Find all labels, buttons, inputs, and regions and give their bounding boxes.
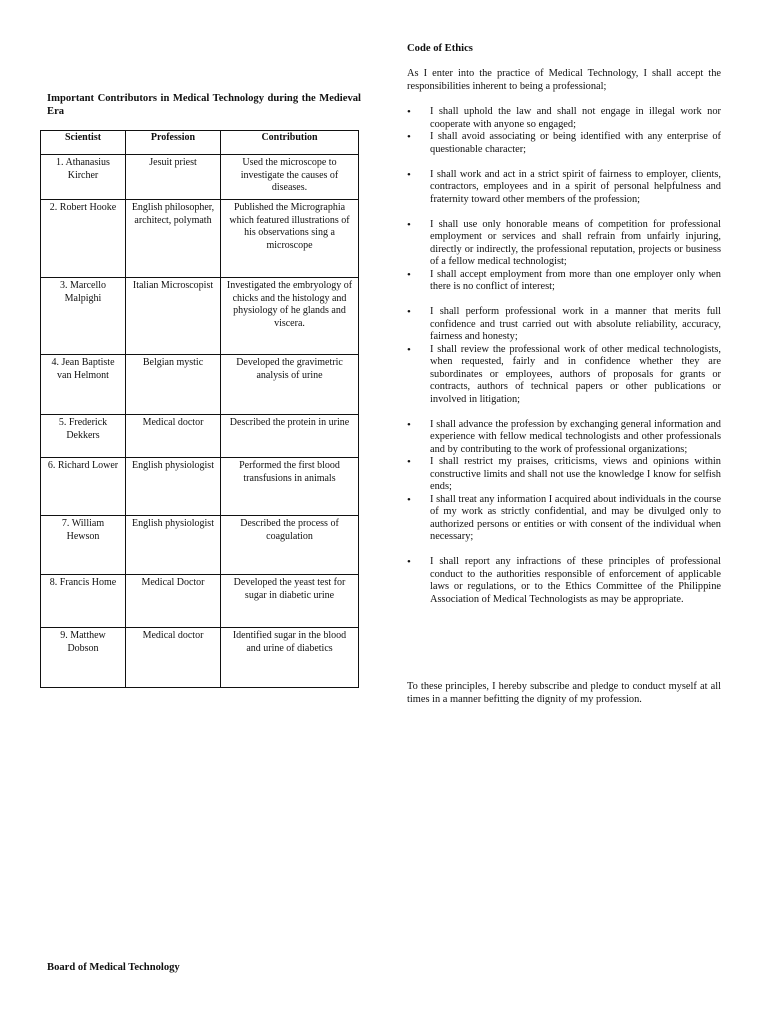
cell-contribution: Described the protein in urine: [221, 415, 359, 458]
cell-scientist: 5. Frederick Dekkers: [41, 415, 126, 458]
cell-contribution: Used the microscope to investigate the causes of diseases.: [221, 155, 359, 200]
cell-scientist: 3. Marcello Malpighi: [41, 278, 126, 355]
cell-contribution: Published the Micrographia which featured illustrations of his observations sing a microscope: [221, 200, 359, 278]
list-item: • I shall review the professional work of other medical technologists, when requested, fairly and in confidence whether they are subordinates or employees, authors of proposals for grants or contracts, authors of technical papers or other publications or involved in litigation;: [407, 344, 721, 407]
cell-scientist: 6. Richard Lower: [41, 458, 126, 516]
cell-profession: Medical Doctor: [126, 575, 221, 628]
table-header-row: [41, 131, 359, 155]
table-row: [41, 575, 359, 628]
cell-profession: English philosopher, architect, polymath: [126, 200, 221, 278]
list-item: • I shall accept employment from more than one employer only when there is no conflict of interest;: [407, 269, 721, 294]
list-item: • I shall advance the profession by exchanging general information and experience with fellow medical technologists and other professionals and by contributing to the work of professional organizations;: [407, 419, 721, 457]
cell-profession: Italian Microscopist: [126, 278, 221, 355]
cell-contribution: Developed the yeast test for sugar in diabetic urine: [221, 575, 359, 628]
contributors-table: [40, 130, 359, 688]
cell-profession: Medical doctor: [126, 415, 221, 458]
cell-profession: Jesuit priest: [126, 155, 221, 200]
table-row: [41, 458, 359, 516]
list-item: • I shall restrict my praises, criticisms, views and opinions within constructive limits and shall not use the knowledge I know for selfish ends;: [407, 456, 721, 494]
table-row: [41, 355, 359, 415]
list-item: • I shall treat any information I acquired about individuals in the course of my work as strictly confidential, and may be divulged only to authorized persons or entities or with consent of the individual when necessary;: [407, 494, 721, 544]
cell-contribution: Performed the first blood transfusions in animals: [221, 458, 359, 516]
list-item: • I shall use only honorable means of competition for professional employment or services and shall refrain from unfairly injuring, directly or indirectly, the professional reputation, projects or business of a fellow medical technologist;: [407, 219, 721, 269]
cell-profession: Medical doctor: [126, 628, 221, 688]
list-item: • I shall uphold the law and shall not engage in illegal work nor cooperate with anyone so engaged;: [407, 106, 721, 131]
table-title: Important Contributors in Medical Technology during the Medieval Era: [47, 93, 361, 117]
cell-scientist: 1. Athanasius Kircher: [41, 155, 126, 200]
cell-scientist: 8. Francis Home: [41, 575, 126, 628]
code-of-ethics-closing: To these principles, I hereby subscribe and pledge to conduct myself at all times in a manner befitting the dignity of my profession.: [407, 681, 721, 705]
cell-scientist: 7. William Hewson: [41, 516, 126, 575]
list-item: • I shall perform professional work in a manner that merits full confidence and trust carried out with absolute reliability, accuracy, fairness and honesty;: [407, 306, 721, 344]
cell-contribution: Identified sugar in the blood and urine of diabetics: [221, 628, 359, 688]
cell-profession: Belgian mystic: [126, 355, 221, 415]
table-row: [41, 628, 359, 688]
cell-contribution: Described the process of coagulation: [221, 516, 359, 575]
list-item: • I shall report any infractions of these principles of professional conduct to the authorities responsible of enforcement of applicable laws or regulations, or to the Ethics Committee of the Philippine Association of Medical Technologists as may be appropriate.: [407, 556, 721, 606]
table-row: [41, 415, 359, 458]
footer-text: Board of Medical Technology: [47, 962, 180, 973]
code-of-ethics-intro: As I enter into the practice of Medical Technology, I shall accept the responsibilities inherent to being a professional;: [407, 68, 721, 92]
list-item: • I shall avoid associating or being identified with any enterprise of questionable character;: [407, 131, 721, 156]
header-scientist: Scientist: [41, 131, 126, 155]
header-profession: Profession: [126, 131, 221, 155]
cell-profession: English physiologist: [126, 458, 221, 516]
cell-contribution: Developed the gravimetric analysis of urine: [221, 355, 359, 415]
cell-scientist: 4. Jean Baptiste van Helmont: [41, 355, 126, 415]
table-row: [41, 200, 359, 278]
cell-scientist: 2. Robert Hooke: [41, 200, 126, 278]
header-contribution: Contribution: [221, 131, 359, 155]
table-row: [41, 516, 359, 575]
table-row: [41, 278, 359, 355]
code-of-ethics-title: Code of Ethics: [407, 43, 473, 54]
list-item: • I shall work and act in a strict spirit of fairness to employer, clients, contractors, employees and in a spirit of personal helpfulness and fraternity toward other members of the profession;: [407, 169, 721, 207]
cell-contribution: Investigated the embryology of chicks and the histology and physiology of he glands and viscera.: [221, 278, 359, 355]
ethics-list: [407, 106, 721, 606]
cell-scientist: 9. Matthew Dobson: [41, 628, 126, 688]
cell-profession: English physiologist: [126, 516, 221, 575]
table-row: [41, 155, 359, 200]
